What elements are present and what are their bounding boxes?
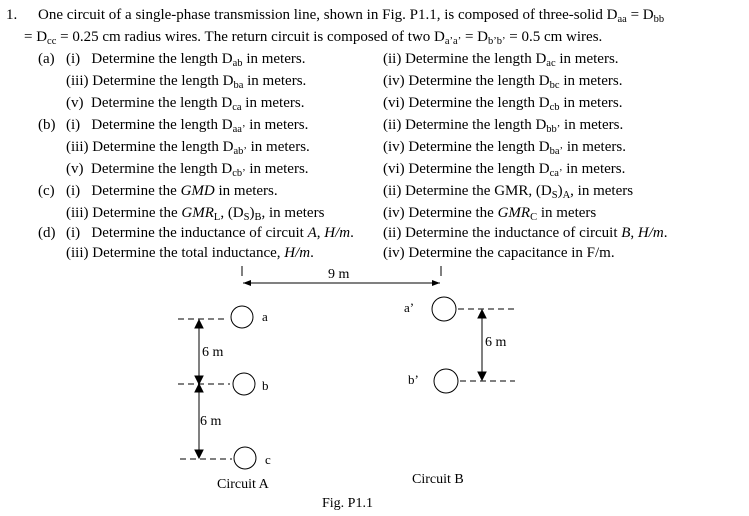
q-post: in meters. — [245, 161, 309, 177]
q-mid2: ) — [249, 205, 255, 221]
num: (ii) — [383, 51, 402, 67]
q-text: Determine the length D — [91, 51, 233, 67]
sub: S — [551, 190, 558, 201]
q-em: H/m — [284, 245, 311, 261]
dim-9m-label: 9 m — [328, 267, 350, 282]
conductor-a-prime-label: a’ — [404, 300, 415, 315]
sub: cb’ — [232, 168, 246, 179]
q-em2: H/m — [637, 225, 664, 241]
dim-b-arrow-top — [478, 310, 486, 318]
q-post: , in meters — [261, 205, 325, 221]
q-post: in meters. — [562, 161, 626, 177]
part-d-label: (d) — [38, 225, 56, 241]
intro-text-2b: = 0.25 cm radius wires. The return circuit is composed of two D — [56, 29, 445, 45]
q-text: Determine the — [91, 183, 181, 199]
q-text: Determine the length D — [405, 51, 547, 67]
intro-eq: = D — [626, 7, 654, 23]
q-text: Determine the inductance of circuit — [405, 225, 622, 241]
conductor-a-circle — [231, 306, 253, 328]
dim-6m-upper-label: 6 m — [202, 345, 224, 360]
q-text: Determine the total inductance, — [92, 245, 285, 261]
q-text: Determine the length D — [91, 95, 233, 111]
sub: ab — [232, 58, 243, 69]
dim-arrow-b-up — [195, 384, 203, 392]
q-post: . — [310, 245, 314, 261]
sub-bb: bb — [653, 14, 665, 25]
q-em: GMR — [181, 205, 214, 221]
sub: C — [530, 212, 538, 223]
dim-arrow-top — [195, 320, 203, 328]
sub: ac — [546, 58, 556, 69]
q-post: in meters. — [559, 73, 623, 89]
q-post: in meters. — [214, 183, 278, 199]
q-text: Determine the inductance of circuit — [91, 225, 308, 241]
intro-text-1: One circuit of a single-phase transmission line, shown in Fig. P1.1, is composed of three-solid D — [38, 7, 618, 23]
sub: bc — [549, 80, 560, 91]
q-em: GMD — [180, 183, 215, 199]
num: (iii) — [66, 73, 89, 89]
q-post: in meters. — [241, 95, 305, 111]
num: (ii) — [383, 225, 402, 241]
q-text: Determine the length D — [408, 95, 550, 111]
sub: cb — [549, 102, 560, 113]
q-post: in meters. — [243, 73, 307, 89]
dim-b-arrow-bottom — [478, 372, 486, 380]
conductor-b-circle — [233, 373, 255, 395]
conductor-b-prime-circle — [434, 369, 458, 393]
sub2: S — [243, 212, 250, 223]
problem-number: 1. — [6, 7, 18, 23]
num: (i) — [66, 117, 81, 133]
num: (ii) — [383, 183, 402, 199]
q-mid: , — [316, 225, 325, 241]
q-post: in meters. — [560, 117, 624, 133]
conductor-c-label: c — [265, 452, 271, 467]
num: (v) — [66, 95, 84, 111]
q-post: in meters. — [246, 139, 310, 155]
q-mid: , — [630, 225, 638, 241]
q-text: Determine the length D — [408, 73, 550, 89]
sub-aa: aa — [617, 14, 627, 25]
num: (i) — [66, 225, 81, 241]
conductor-b-label: b — [262, 378, 269, 393]
q-em: GMR — [497, 205, 531, 221]
q-em: A — [307, 225, 317, 241]
num: (iii) — [66, 205, 89, 221]
q-text: Determine the GMR, (D — [405, 183, 552, 199]
q-text: Determine the length D — [91, 117, 233, 133]
num: (i) — [66, 183, 81, 199]
num: (iv) — [383, 205, 405, 221]
part-b-label: (b) — [38, 117, 56, 133]
conductor-c-circle — [234, 447, 256, 469]
num: (ii) — [383, 117, 402, 133]
sub-cc: cc — [47, 36, 57, 47]
q-text: Determine the length D — [405, 117, 547, 133]
q-em2: H/m — [324, 225, 351, 241]
num: (i) — [66, 51, 81, 67]
intro-text-2c: = 0.5 cm wires. — [505, 29, 603, 45]
q-text: Determine the length D — [91, 161, 233, 177]
q-text: Determine the length D — [92, 73, 234, 89]
circuit-a-label: Circuit A — [217, 477, 269, 492]
num: (iii) — [66, 139, 89, 155]
sub-apap: a’a’ — [444, 36, 462, 47]
sub: ba’ — [549, 146, 564, 157]
q-post: . — [663, 225, 668, 241]
q-em: B — [621, 225, 631, 241]
num: (iv) — [383, 139, 405, 155]
num: (vi) — [383, 95, 405, 111]
num: (iv) — [383, 245, 405, 261]
q-text: Determine the capacitance in F/m. — [408, 245, 615, 261]
sub: ab’ — [233, 146, 247, 157]
part-a-label: (a) — [38, 51, 55, 67]
q-text: Determine the — [408, 205, 498, 221]
q-post: in meters. — [563, 139, 626, 155]
q-post: in meters. — [242, 51, 306, 67]
q-post: in meters — [537, 205, 597, 221]
num: (v) — [66, 161, 84, 177]
sub: ca — [232, 102, 242, 113]
num: (vi) — [383, 161, 405, 177]
intro-text-2a: = D — [24, 29, 48, 45]
q-post: in meters. — [559, 95, 623, 111]
q-post: , in meters — [570, 183, 634, 199]
sub: aa’ — [232, 124, 246, 135]
conductor-a-label: a — [262, 309, 268, 324]
conductor-a-prime-circle — [432, 297, 456, 321]
sub: bb’ — [546, 124, 561, 135]
num: (iii) — [66, 245, 89, 261]
sub2: A — [562, 190, 571, 201]
sub-bpbp: b’b’ — [488, 36, 506, 47]
q-post: in meters. — [245, 117, 309, 133]
intro-eq-2: = D — [461, 29, 489, 45]
q-text: Determine the length D — [408, 161, 550, 177]
dim-arrow-bottom — [195, 450, 203, 458]
conductor-b-prime-label: b’ — [408, 372, 419, 387]
num: (iv) — [383, 73, 405, 89]
q-text: Determine the length D — [408, 139, 550, 155]
q-text: Determine the — [92, 205, 182, 221]
sub: L — [213, 212, 221, 223]
q-mid: , (D — [220, 205, 244, 221]
dim-arrow-b-down — [195, 376, 203, 384]
sub3: B — [254, 212, 262, 223]
q-text: Determine the length D — [92, 139, 234, 155]
figure-caption: Fig. P1.1 — [322, 496, 373, 511]
circuit-b-label: Circuit B — [412, 472, 464, 487]
q-mid: ) — [557, 183, 563, 199]
q-post: in meters. — [555, 51, 619, 67]
dim-6m-right-label: 6 m — [485, 335, 507, 350]
sub: ca’ — [549, 168, 563, 179]
q-post: . — [350, 225, 354, 241]
sub: ba — [233, 80, 244, 91]
part-c-label: (c) — [38, 183, 55, 199]
dim-6m-lower-label: 6 m — [200, 414, 222, 429]
